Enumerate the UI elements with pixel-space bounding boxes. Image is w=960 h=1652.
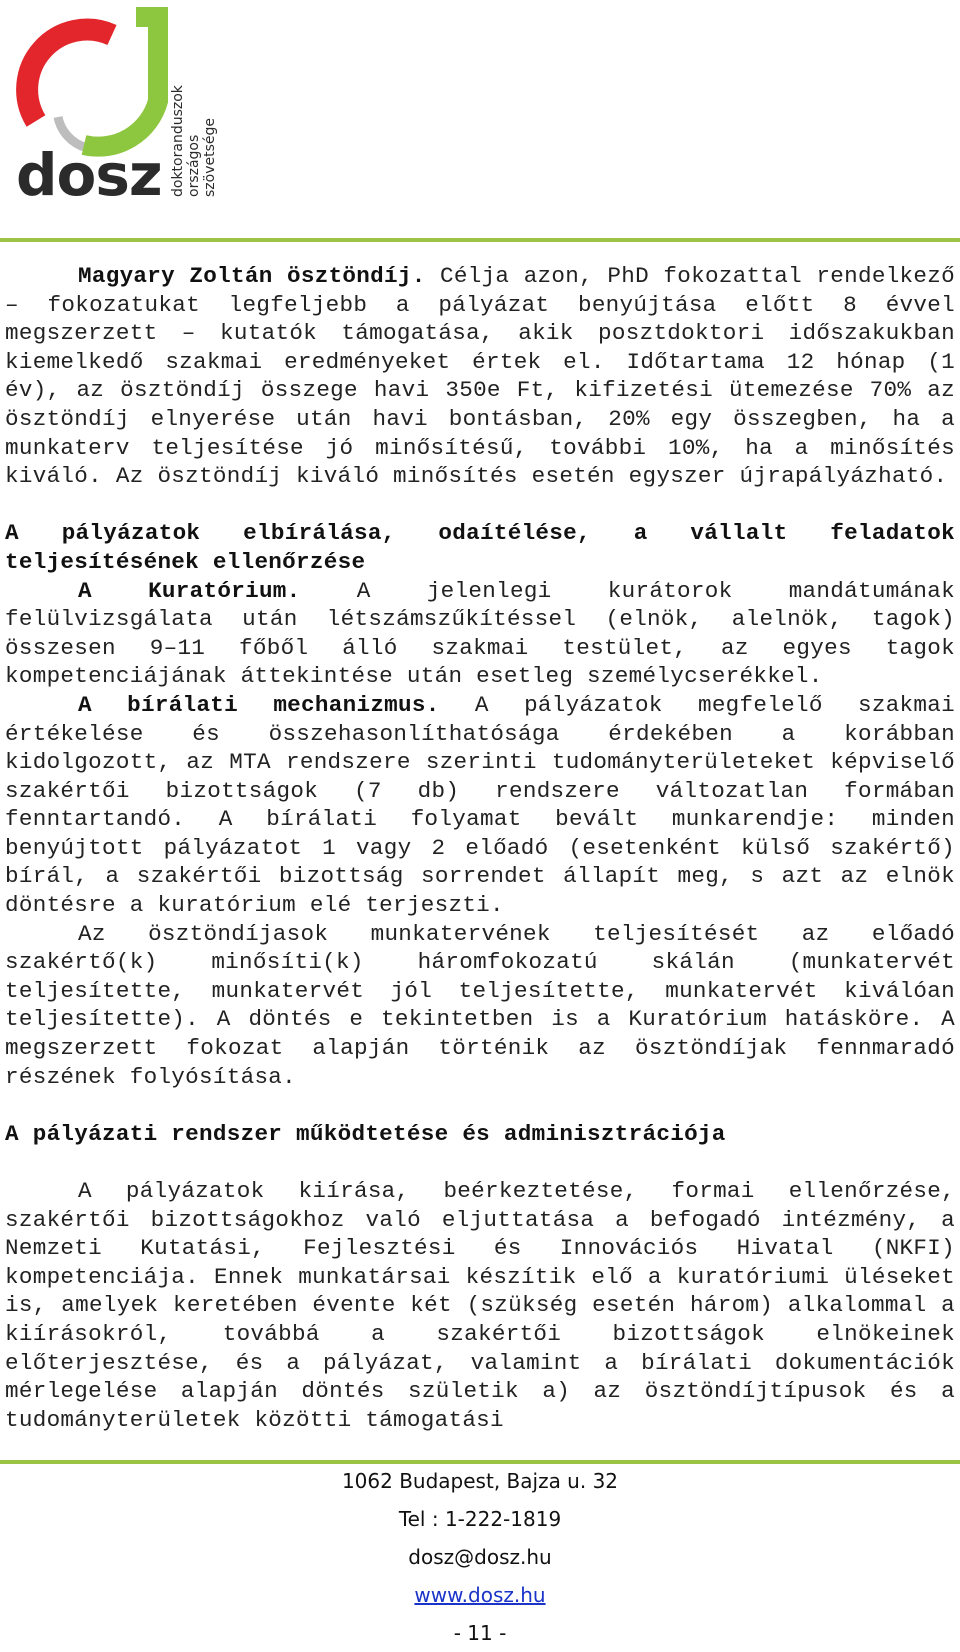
footer [0,1462,960,1652]
dosz-logo [14,5,244,215]
svg-text:dosz: dosz [16,141,162,209]
page-number: - 11 - [453,1621,507,1645]
paragraph-magyary: Magyary Zoltán ösztöndíj. Célja azon, PhD fokozattal rendelkező – fokozatukat legfeljebb a pályázat benyújtása előtt 8 évvel megszerzett – kutatók támogatása, akik posztdoktori időszakukban kiemelkedő szakmai eredményeket értek el. Időtartama 12 hónap (1 év), az ösztöndíj összege havi 350e Ft, kifizetési ütemezése 70% az ösztöndíj elnyerése után havi bontásban, 20% egy összegben, ha a munkaterv teljesítése jó minősítésű, további 10%, ha a minősítés kiváló. Az ösztöndíj kiváló minősítés esetén egyszer újrapályázható. [5,263,955,490]
logo-tagline-2: országos [186,134,202,197]
paragraph-administration: A pályázatok kiírása, beérkeztetése, formai ellenőrzése, szakértői bizottságokhoz való eljuttatása a befogadó intézmény, a Nemzeti Kutatási, Fejlesztési és Innovációs Hivatal (NKFI) kompetenciája. Ennek munkatársai készítik elő a kuratóriumi üléseket is, amelyek keretében évente két (szükség esetén három) alkalommal a kiírásokról, továbbá a szakértői bizottságok elnökeinek előterjesztése, és a pályázat, valamint a bírálati dokumentációk mérlegelése alapján döntés születik a) az ösztöndíjtípusok és a tudományterületek közötti támogatási [5,1178,955,1433]
paragraph-work-plan: Az ösztöndíjasok munkatervének teljesítését az előadó szakértő(k) minősíti(k) háromfokozatú skálán (munkatervét teljesítette, munkatervét jól teljesítette, munkatervét kiválóan teljesítette). A döntés e tekintetben is a Kuratórium hatásköre. A megszerzett fokozat alapján történik az ösztöndíjak fennmaradó részének folyósítása. [5,920,955,1090]
section-heading-administration: A pályázati rendszer működtetése és adminisztrációja [5,1120,726,1147]
paragraph-title: A bírálati mechanizmus. [78,691,440,718]
logo-tagline-1: doktoranduszok [170,85,186,197]
footer-phone: Tel : 1-222-1819 [398,1507,562,1531]
document-body [5,262,955,1434]
paragraph-title: Magyary Zoltán ösztöndíj. [78,263,426,289]
header-rule [0,238,960,242]
paragraph-mechanism: A bírálati mechanizmus. A pályázatok megfelelő szakmai értékelése és összehasonlíthatósága érdekében a korábban kidolgozott, az MTA rendszere szerinti tudományterületeket képviselő szakértői bizottságok (7 db) rendszere változatlan formában fenntartandó. A bírálati folyamat bevált munkarendje: minden benyújtott pályázatot 1 vagy 2 előadó (esetenként külső szakértő) bírál, a szakértői bizottság sorrendet állapít meg, s azt az elnök döntésre a kuratórium elé terjeszti. [5,691,955,919]
logo-tagline-3: szövetsége [202,117,218,197]
footer-address: 1062 Budapest, Bajza u. 32 [341,1469,619,1493]
paragraph-title: A Kuratórium. [78,577,301,604]
section-heading-evaluation: A pályázatok elbírálása, odaítélése, a vállalt feladatok teljesítésének ellenőrzése [5,520,955,575]
footer-email: dosz@dosz.hu [408,1545,552,1569]
footer-website-link[interactable]: www.dosz.hu [414,1583,546,1607]
paragraph-kuratorium: A Kuratórium. A jelenlegi kurátorok mandátumának felülvizsgálata után létszámszűkítéssel (elnök, alelnök, tagok) összesen 9–11 főből álló szakmai testület, az egyes tagok kompetenciájának áttekintése után esetleg személycserékkel. [5,577,956,690]
